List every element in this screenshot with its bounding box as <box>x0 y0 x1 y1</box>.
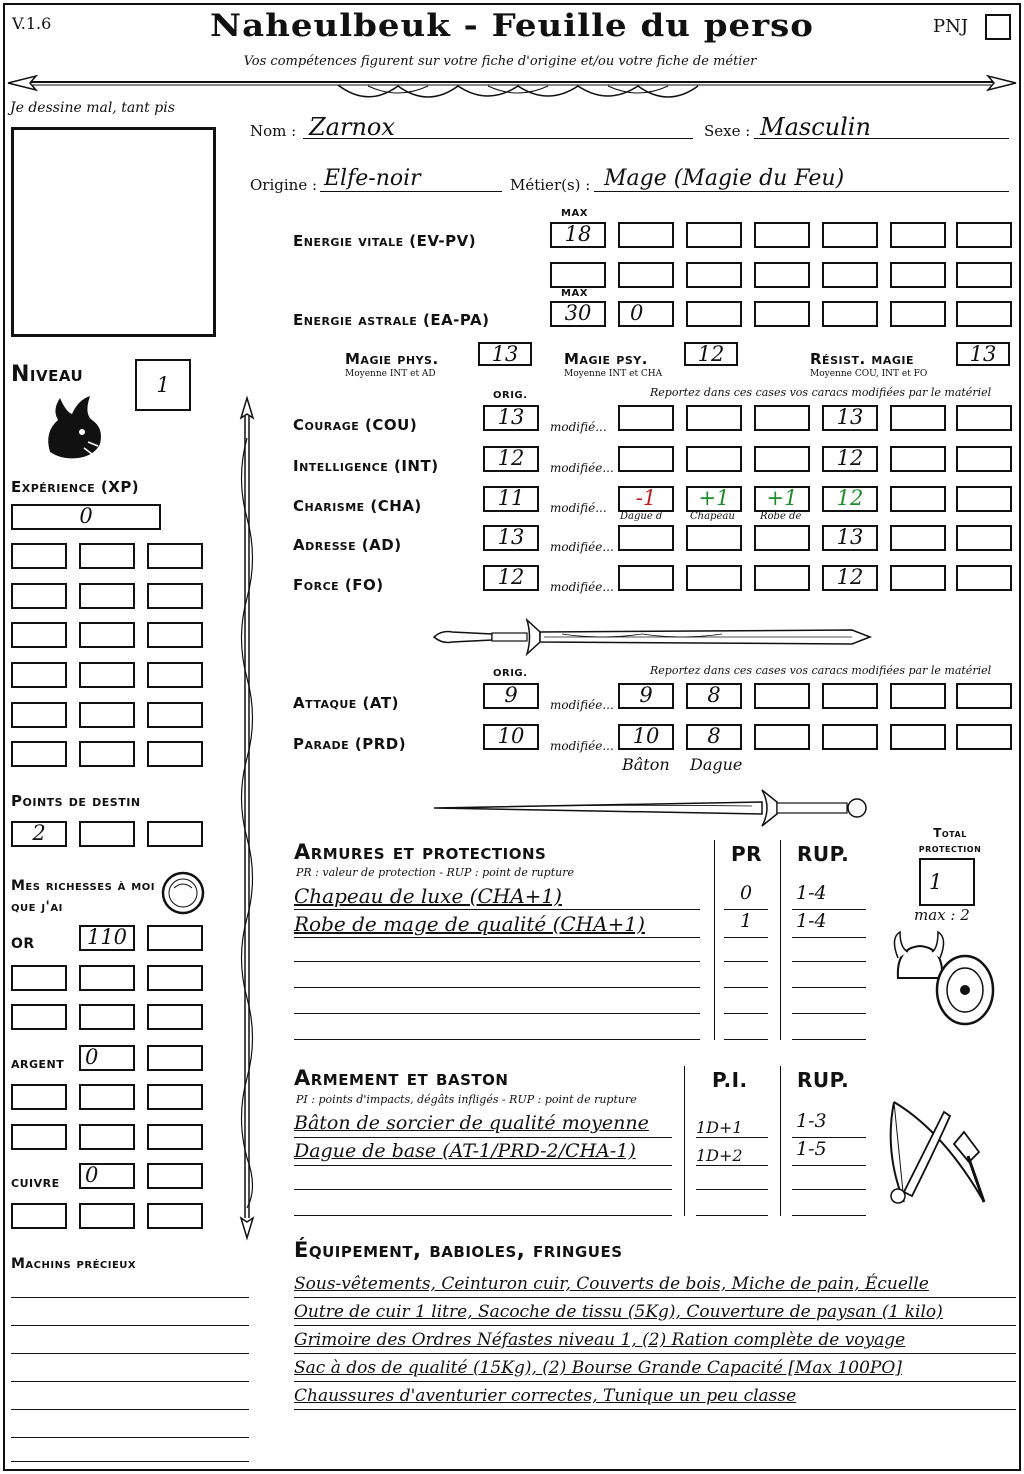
armement-title: Armement et baston <box>294 1066 509 1090</box>
magie-phys-value: 13 <box>491 342 519 366</box>
ea-box[interactable] <box>956 301 1012 327</box>
destin-label: Points de destin <box>11 792 141 810</box>
stat-final-fo[interactable] <box>822 565 878 591</box>
attaque-mod-box[interactable] <box>822 683 878 709</box>
machins-line[interactable] <box>11 1362 249 1382</box>
cuivre-box[interactable] <box>11 1203 67 1229</box>
armures-col-pr: PR <box>731 842 763 866</box>
xp-grid-box[interactable] <box>79 543 135 569</box>
nom-field[interactable] <box>303 113 693 139</box>
version-label: V.1.6 <box>12 14 52 33</box>
ea-box[interactable] <box>890 301 946 327</box>
argent-box[interactable] <box>147 1045 203 1071</box>
stat-mod-box[interactable] <box>686 486 742 512</box>
magie-phys-note: Moyenne INT et AD <box>345 369 436 379</box>
cuivre-value: 0 <box>85 1163 99 1187</box>
cuivre-label: CUIVRE <box>11 1177 60 1190</box>
xp-grid-box[interactable] <box>147 622 203 648</box>
combat-orig-header: ORIG. <box>493 668 528 679</box>
armure-rup[interactable] <box>792 884 866 910</box>
stat-orig-value: 13 <box>497 525 525 549</box>
xp-grid-box[interactable] <box>79 583 135 609</box>
sheet-title: Naheulbeuk - Feuille du perso <box>210 8 814 44</box>
stat-final-value: 12 <box>836 446 864 470</box>
arme-pi-value: 1D+1 <box>696 1118 743 1137</box>
sheet-subtitle: Vos compétences figurent sur votre fiche d'origine et/ou votre fiche de métier <box>243 54 757 69</box>
stat-mod-box[interactable] <box>890 525 946 551</box>
or-box[interactable] <box>147 925 203 951</box>
stat-orig-cou[interactable] <box>483 405 539 431</box>
xp-grid-box[interactable] <box>11 702 67 728</box>
stat-mod-label: modifié... <box>550 501 607 515</box>
cuivre-box[interactable] <box>147 1203 203 1229</box>
ev-box[interactable] <box>550 262 606 288</box>
stat-mod-box[interactable] <box>890 486 946 512</box>
nom-label: Nom : <box>250 122 297 140</box>
armure-pr-value: 0 <box>739 882 753 904</box>
cuivre-box[interactable] <box>79 1203 135 1229</box>
xp-grid-box[interactable] <box>147 583 203 609</box>
cha-bonus-value: -1 <box>635 486 657 510</box>
ea-max-box[interactable] <box>550 301 606 327</box>
armures-divider <box>780 840 781 1040</box>
equipement-line[interactable] <box>294 1386 1016 1410</box>
sexe-field[interactable] <box>754 113 1009 139</box>
arme-row[interactable] <box>294 1194 672 1216</box>
ea-label: Energie astrale (EA-PA) <box>293 311 490 329</box>
stat-mod-box[interactable] <box>956 405 1012 431</box>
armement-note: PI : points d'impacts, dégâts infligés - RUP : point de rupture <box>296 1093 637 1106</box>
stat-label-cha: Charisme (CHA) <box>293 497 422 515</box>
xp-grid-box[interactable] <box>147 741 203 767</box>
argent-box[interactable] <box>11 1124 67 1150</box>
parade-label: Parade (PRD) <box>293 735 407 753</box>
parade-orig-box[interactable] <box>483 724 539 750</box>
stat-final-value: 13 <box>836 525 864 549</box>
resist-magie-label: Résist. magie <box>810 350 915 368</box>
or-value: 110 <box>86 925 128 949</box>
equipement-text: Grimoire des Ordres Néfastes niveau 1, (2) Ration complète de voyage <box>294 1330 906 1350</box>
dragon-icon <box>38 392 108 464</box>
ea-box[interactable] <box>618 301 674 327</box>
pnj-label: PNJ <box>933 16 969 37</box>
arme-rup-value: 1-5 <box>796 1138 827 1160</box>
stat-orig-int[interactable] <box>483 446 539 472</box>
machins-line[interactable] <box>11 1278 249 1298</box>
xp-value: 0 <box>79 504 93 528</box>
armure-pr[interactable] <box>724 940 768 962</box>
niveau-label: Niveau <box>11 362 84 387</box>
machins-line[interactable] <box>11 1390 249 1410</box>
parade-mod-box[interactable] <box>890 724 946 750</box>
armure-pr[interactable] <box>724 1018 768 1040</box>
xp-grid-box[interactable] <box>79 662 135 688</box>
stats-report-note: Reportez dans ces cases vos caracs modifiées par le matériel <box>650 386 992 399</box>
parade-mod-box[interactable] <box>822 724 878 750</box>
xp-grid-box[interactable] <box>11 583 67 609</box>
xp-grid-box[interactable] <box>79 741 135 767</box>
origine-value: Elfe-noir <box>324 166 421 191</box>
arme-rup-value: 1-3 <box>796 1110 827 1132</box>
weapons-icon <box>884 1092 1004 1216</box>
armure-pr[interactable] <box>724 884 768 910</box>
stat-label-fo: Force (FO) <box>293 576 384 594</box>
attaque-mod-box[interactable] <box>956 683 1012 709</box>
armures-col-rup: RUP. <box>797 842 850 866</box>
equipement-text: Sac à dos de qualité (15Kg), (2) Bourse Grande Capacité [Max 100PO] <box>294 1358 902 1378</box>
stat-final-value: 12 <box>836 486 864 510</box>
stat-mod-box[interactable] <box>890 446 946 472</box>
destin-box[interactable] <box>11 821 67 847</box>
arme-row[interactable] <box>294 1140 672 1166</box>
stat-mod-box[interactable] <box>890 405 946 431</box>
origine-label: Origine : <box>250 176 318 194</box>
richesses-label: Mes richesses à moi que j'ai <box>11 878 155 915</box>
equipement-text: Chaussures d'aventurier correctes, Tunique un peu classe <box>294 1386 797 1406</box>
ev-box[interactable] <box>754 262 810 288</box>
stat-mod-box[interactable] <box>618 565 674 591</box>
ev-box[interactable] <box>822 222 878 248</box>
arme-name: Bâton de sorcier de qualité moyenne <box>294 1112 649 1134</box>
ea-box[interactable] <box>822 301 878 327</box>
stat-orig-value: 11 <box>497 486 525 510</box>
parade-orig-value: 10 <box>497 724 525 748</box>
sexe-label: Sexe : <box>704 122 751 140</box>
cha-bonus-value: +1 <box>698 486 730 510</box>
attaque-label: Attaque (AT) <box>293 694 399 712</box>
total-protection-value: 1 <box>929 870 943 894</box>
or-box[interactable] <box>11 1004 67 1030</box>
argent-box[interactable] <box>147 1124 203 1150</box>
sword-icon <box>432 612 872 662</box>
xp-box[interactable] <box>11 504 161 530</box>
destin-box[interactable] <box>147 821 203 847</box>
armure-rup[interactable] <box>792 966 866 988</box>
or-box[interactable] <box>147 965 203 991</box>
stat-mod-label: modifiée... <box>550 580 614 594</box>
weapon-label-dague: Dague <box>690 755 743 774</box>
staff-icon <box>232 398 262 1238</box>
equipement-title: Équipement, babioles, fringues <box>294 1238 623 1262</box>
nom-value: Zarnox <box>309 113 395 141</box>
arme-pi[interactable] <box>696 1140 768 1166</box>
ev-box[interactable] <box>618 222 674 248</box>
ev-label: Energie vitale (EV-PV) <box>293 232 477 250</box>
stat-orig-fo[interactable] <box>483 565 539 591</box>
or-box[interactable] <box>79 925 135 951</box>
armures-divider <box>714 840 715 1040</box>
stat-mod-box[interactable] <box>956 525 1012 551</box>
metier-label: Métier(s) : <box>510 176 591 194</box>
ea-current-value: 0 <box>630 301 644 325</box>
xp-grid-box[interactable] <box>11 741 67 767</box>
ev-box[interactable] <box>686 222 742 248</box>
arme-name: Dague de base (AT-1/PRD-2/CHA-1) <box>294 1140 636 1162</box>
ev-box[interactable] <box>754 222 810 248</box>
stat-mod-box[interactable] <box>686 405 742 431</box>
argent-label: ARGENT <box>11 1058 65 1071</box>
armure-row[interactable] <box>294 940 700 962</box>
sexe-value: Masculin <box>760 113 871 141</box>
resist-magie-value: 13 <box>969 342 997 366</box>
stat-mod-label: modifiée... <box>550 540 614 554</box>
parade-mod-label: modifiée... <box>550 739 614 753</box>
parade-mod-box[interactable] <box>618 724 674 750</box>
ev-box[interactable] <box>890 262 946 288</box>
stat-final-value: 12 <box>836 565 864 589</box>
argent-box[interactable] <box>79 1084 135 1110</box>
metier-field[interactable] <box>594 166 1009 192</box>
arme-rup[interactable] <box>792 1112 866 1138</box>
stat-mod-box[interactable] <box>956 446 1012 472</box>
stat-final-cou[interactable] <box>822 405 878 431</box>
destin-value: 2 <box>32 821 46 845</box>
magie-phys-label: Magie phys. <box>345 350 439 368</box>
stat-mod-box[interactable] <box>618 446 674 472</box>
parade-baton-value: 10 <box>632 724 660 748</box>
armure-rup[interactable] <box>792 912 866 938</box>
cuivre-box[interactable] <box>147 1163 203 1189</box>
stat-mod-box[interactable] <box>956 565 1012 591</box>
equipement-line[interactable] <box>294 1330 1016 1354</box>
ev-box[interactable] <box>618 262 674 288</box>
armure-row[interactable] <box>294 884 700 910</box>
stat-mod-box[interactable] <box>956 486 1012 512</box>
armure-pr[interactable] <box>724 912 768 938</box>
ea-box[interactable] <box>754 301 810 327</box>
xp-grid-box[interactable] <box>11 622 67 648</box>
armure-name: Chapeau de luxe (CHA+1) <box>294 884 562 908</box>
portrait-caption: Je dessine mal, tant pis <box>10 100 175 116</box>
stat-mod-box[interactable] <box>754 565 810 591</box>
cha-bonus-value: +1 <box>766 486 798 510</box>
armures-title: Armures et protections <box>294 840 547 864</box>
equipement-line[interactable] <box>294 1358 1016 1382</box>
or-box[interactable] <box>11 965 67 991</box>
argent-box[interactable] <box>147 1084 203 1110</box>
total-protection-max: max : 2 <box>914 906 970 924</box>
armure-row[interactable] <box>294 912 700 938</box>
armure-row[interactable] <box>294 1018 700 1040</box>
portrait-box[interactable] <box>11 127 216 337</box>
niveau-box[interactable] <box>135 359 191 411</box>
ea-max-value: 30 <box>564 301 592 325</box>
stat-orig-ad[interactable] <box>483 525 539 551</box>
armement-col-rup: RUP. <box>797 1068 850 1092</box>
ev-max-value: 18 <box>564 222 592 246</box>
xp-grid-box[interactable] <box>79 622 135 648</box>
arme-rup[interactable] <box>792 1140 866 1166</box>
combat-report-note: Reportez dans ces cases vos caracs modifiées par le matériel <box>650 664 992 677</box>
armure-rup-value: 1-4 <box>796 882 827 904</box>
attaque-mod-box[interactable] <box>686 683 742 709</box>
parade-mod-box[interactable] <box>686 724 742 750</box>
stat-label-ad: Adresse (AD) <box>293 536 402 554</box>
arme-row[interactable] <box>294 1168 672 1190</box>
magie-psy-note: Moyenne INT et CHA <box>564 369 663 379</box>
coin-icon <box>160 870 206 916</box>
armement-col-pi: P.I. <box>712 1068 748 1092</box>
destin-box[interactable] <box>79 821 135 847</box>
attaque-mod-label: modifiée... <box>550 698 614 712</box>
stat-mod-box[interactable] <box>890 565 946 591</box>
parade-mod-box[interactable] <box>754 724 810 750</box>
armure-row[interactable] <box>294 992 700 1014</box>
stat-mod-label: modifié... <box>550 420 607 434</box>
total-protection-label: Total protection <box>918 826 982 855</box>
magie-psy-label: Magie psy. <box>564 350 648 368</box>
arme-pi-value: 1D+2 <box>696 1146 743 1165</box>
stat-mod-box[interactable] <box>686 565 742 591</box>
or-box[interactable] <box>147 1004 203 1030</box>
stat-orig-value: 12 <box>497 446 525 470</box>
origine-field[interactable] <box>320 166 502 192</box>
xp-label: Expérience (XP) <box>11 478 140 496</box>
ev-box[interactable] <box>890 222 946 248</box>
arme-row[interactable] <box>294 1112 672 1138</box>
armure-rup[interactable] <box>792 992 866 1014</box>
stat-mod-box[interactable] <box>754 405 810 431</box>
arme-pi[interactable] <box>696 1194 768 1216</box>
armure-row[interactable] <box>294 966 700 988</box>
stat-mod-box[interactable] <box>686 446 742 472</box>
armure-name: Robe de mage de qualité (CHA+1) <box>294 912 645 936</box>
argent-value: 0 <box>85 1045 99 1069</box>
stat-mod-box[interactable] <box>686 525 742 551</box>
stat-orig-value: 13 <box>497 405 525 429</box>
arme-rup[interactable] <box>792 1168 866 1190</box>
armure-rup-value: 1-4 <box>796 910 827 932</box>
attaque-orig-box[interactable] <box>483 683 539 709</box>
stat-final-value: 13 <box>836 405 864 429</box>
equipement-line[interactable] <box>294 1302 1016 1326</box>
stat-mod-box[interactable] <box>618 405 674 431</box>
niveau-value: 1 <box>156 373 170 397</box>
armure-pr[interactable] <box>724 966 768 988</box>
metier-value: Mage (Magie du Feu) <box>604 166 845 191</box>
attaque-mod-box[interactable] <box>754 683 810 709</box>
stat-final-ad[interactable] <box>822 525 878 551</box>
parade-dague-value: 8 <box>707 724 721 748</box>
machins-line[interactable] <box>11 1418 249 1438</box>
machins-label: Machins précieux <box>11 1256 137 1272</box>
armure-rup[interactable] <box>792 1018 866 1040</box>
parade-mod-box[interactable] <box>956 724 1012 750</box>
weapon-label-baton: Bâton <box>622 755 670 774</box>
magie-psy-box[interactable] <box>684 342 738 366</box>
stat-mod-box[interactable] <box>618 525 674 551</box>
armement-divider <box>684 1066 685 1216</box>
stat-mod-box[interactable] <box>754 486 810 512</box>
resist-magie-note: Moyenne COU, INT et FO <box>810 369 928 379</box>
attaque-baton-value: 9 <box>639 683 653 707</box>
arme-pi[interactable] <box>696 1112 768 1138</box>
xp-grid-box[interactable] <box>147 662 203 688</box>
stat-mod-box[interactable] <box>754 525 810 551</box>
cha-source-note: Robe de <box>760 511 802 522</box>
attaque-mod-box[interactable] <box>890 683 946 709</box>
resist-magie-box[interactable] <box>956 342 1010 366</box>
stat-mod-box[interactable] <box>754 446 810 472</box>
arme-rup[interactable] <box>792 1194 866 1216</box>
xp-grid-box[interactable] <box>79 702 135 728</box>
attaque-mod-box[interactable] <box>618 683 674 709</box>
stat-label-cou: Courage (COU) <box>293 416 418 434</box>
armement-divider <box>780 1066 781 1216</box>
xp-grid-box[interactable] <box>147 702 203 728</box>
or-box[interactable] <box>79 965 135 991</box>
ev-max-box[interactable] <box>550 222 606 248</box>
argent-box[interactable] <box>11 1084 67 1110</box>
stat-label-int: Intelligence (INT) <box>293 457 439 475</box>
total-protection-box[interactable] <box>919 858 975 906</box>
cha-source-note: Dague d <box>620 511 663 522</box>
ev-box[interactable] <box>956 222 1012 248</box>
attaque-dague-value: 8 <box>707 683 721 707</box>
ev-max-label: MAX <box>561 208 588 219</box>
stat-mod-box[interactable] <box>618 486 674 512</box>
machins-line[interactable] <box>11 1306 249 1326</box>
or-box[interactable] <box>79 1004 135 1030</box>
armure-pr-value: 1 <box>739 910 753 932</box>
magie-phys-box[interactable] <box>478 342 532 366</box>
attaque-orig-value: 9 <box>504 683 518 707</box>
stats-orig-header: ORIG. <box>493 390 528 401</box>
pnj-checkbox[interactable] <box>985 14 1011 40</box>
stat-final-int[interactable] <box>822 446 878 472</box>
ev-box[interactable] <box>822 262 878 288</box>
armure-rup[interactable] <box>792 940 866 962</box>
arme-pi[interactable] <box>696 1168 768 1190</box>
stat-orig-value: 12 <box>497 565 525 589</box>
argent-box[interactable] <box>79 1124 135 1150</box>
ea-box[interactable] <box>686 301 742 327</box>
ev-box[interactable] <box>686 262 742 288</box>
xp-grid-box[interactable] <box>11 543 67 569</box>
xp-grid-box[interactable] <box>11 662 67 688</box>
armures-note: PR : valeur de protection - RUP : point de rupture <box>296 866 574 879</box>
stat-final-cha[interactable] <box>822 486 878 512</box>
machins-line[interactable] <box>11 1334 249 1354</box>
helmet-shield-icon <box>890 928 1000 1028</box>
ev-box[interactable] <box>956 262 1012 288</box>
equipement-text: Outre de cuir 1 litre, Sacoche de tissu (5Kg), Couverture de paysan (1 kilo) <box>294 1302 943 1322</box>
magie-psy-value: 12 <box>697 342 725 366</box>
argent-box[interactable] <box>79 1045 135 1071</box>
cuivre-box[interactable] <box>79 1163 135 1189</box>
cha-source-note: Chapeau <box>690 511 735 522</box>
stat-orig-cha[interactable] <box>483 486 539 512</box>
sword-icon <box>432 788 872 828</box>
armure-pr[interactable] <box>724 992 768 1014</box>
or-label: OR <box>11 936 35 952</box>
machins-line[interactable] <box>11 1446 249 1462</box>
ea-max-label: MAX <box>561 288 588 299</box>
equipement-line[interactable] <box>294 1274 1016 1298</box>
xp-grid-box[interactable] <box>147 543 203 569</box>
equipement-text: Sous-vêtements, Ceinturon cuir, Couverts de bois, Miche de pain, Écuelle <box>294 1274 929 1294</box>
stat-mod-label: modifiée... <box>550 461 614 475</box>
